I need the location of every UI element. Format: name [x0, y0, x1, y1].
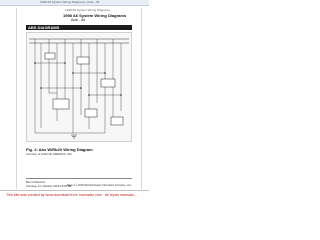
top-bar-title: 1998 A6 System Wiring Diagrams | Audi - A6: [40, 0, 100, 4]
figure-caption: Fig. 2: Abs W/Rb20 Wiring Diagram: [26, 147, 93, 152]
footer-date: Sonntag, 11. Oktober 2009 18:54:58: [26, 184, 72, 188]
wiring-diagram: [26, 32, 132, 142]
page-subtitle: Audi - A6: [71, 18, 86, 22]
top-bar: [0, 0, 149, 6]
courtesy-line: Courtesy of AUDI OF AMERICA, INC.: [26, 152, 73, 156]
footer-divider: [26, 178, 132, 179]
footer-page-copyright: Page 2 © 2005 Mitchell Repair Information Company, LLC.: [67, 184, 133, 187]
page-title: 1998 A6 System Wiring Diagrams: [63, 13, 127, 18]
section-banner: ABS DIAGRAMS: [26, 25, 132, 30]
watermark-bar: [0, 190, 149, 199]
header-small: 1998 A6 System Wiring Diagrams: [65, 8, 110, 12]
footer-author: Bernd Wiechert: [26, 180, 46, 184]
watermark-text[interactable]: This site was created by www.download from manualzz.com · All repair manuals...: [6, 193, 137, 197]
document-page: [16, 8, 142, 189]
wiring-diagram-graphic: [27, 33, 131, 141]
